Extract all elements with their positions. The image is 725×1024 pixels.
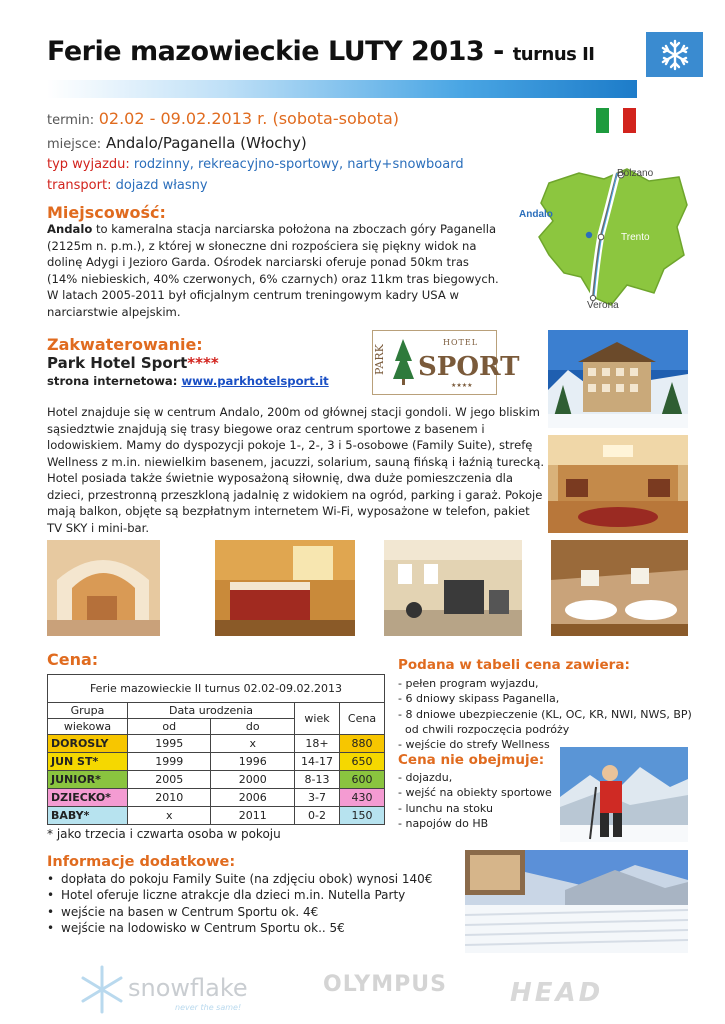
miejscowosc-heading: Miejscowość: bbox=[47, 203, 166, 222]
included-list bbox=[398, 676, 692, 752]
miejsce-value: Andalo/Paganella (Włochy) bbox=[105, 134, 307, 152]
table-row bbox=[48, 789, 385, 807]
typ-line bbox=[47, 157, 464, 172]
cena-heading: Cena: bbox=[47, 650, 99, 669]
col-wiek: wiek bbox=[295, 703, 340, 735]
cell-do: 2006 bbox=[211, 789, 295, 807]
table-row bbox=[48, 735, 385, 753]
cell-cena: 600 bbox=[340, 771, 385, 789]
snowflake-logo-icon bbox=[83, 967, 121, 1012]
excluded-heading: Cena nie obejmuje: bbox=[398, 752, 545, 768]
cell-od: x bbox=[128, 807, 211, 825]
map-label-verona: Verona bbox=[587, 300, 619, 311]
miejsce-label: miejsce: bbox=[47, 137, 102, 152]
cell-name: DZIECKO* bbox=[48, 789, 128, 807]
wellness-photo bbox=[47, 540, 160, 636]
cell-cena: 880 bbox=[340, 735, 385, 753]
list-item: - wejść na obiekty sportowe bbox=[398, 786, 552, 800]
cell-od: 1999 bbox=[128, 753, 211, 771]
list-item: od chwili rozpoczęcia podróży bbox=[398, 722, 570, 736]
snowflake-tagline: never the same! bbox=[175, 1003, 242, 1012]
col-od: od bbox=[128, 719, 211, 735]
head-logo: HEAD bbox=[510, 978, 604, 1008]
cell-cena: 650 bbox=[340, 753, 385, 771]
col-wiekowa: wiekowa bbox=[48, 719, 128, 735]
bedroom-photo bbox=[215, 540, 355, 636]
italy-flag bbox=[596, 108, 636, 133]
logo-hotel: HOTEL bbox=[443, 338, 479, 347]
cell-wiek: 0-2 bbox=[295, 807, 340, 825]
table-row bbox=[48, 807, 385, 825]
page-title bbox=[47, 36, 595, 67]
cell-do: 1996 bbox=[211, 753, 295, 771]
miejscowosc-text bbox=[47, 221, 502, 320]
list-item: - dojazdu, bbox=[398, 771, 453, 784]
logo-sport: SPORT bbox=[418, 352, 520, 382]
snowflake-wordmark: snowflake bbox=[128, 974, 248, 1002]
list-item: - lunchu na stoku bbox=[398, 801, 493, 815]
list-item: • dopłata do pokoju Family Suite (na zdjęciu obok) wynosi 140€ bbox=[47, 871, 432, 887]
table-header-row bbox=[48, 703, 385, 719]
skier-photo bbox=[560, 747, 688, 842]
excluded-list bbox=[398, 770, 552, 831]
col-do: do bbox=[211, 719, 295, 735]
cell-name: DOROSLY bbox=[48, 735, 128, 753]
list-item: • Hotel oferuje liczne atrakcje dla dzieci m.in. Nutella Party bbox=[47, 887, 432, 903]
included-heading: Podana w tabeli cena zawiera: bbox=[398, 657, 630, 673]
list-item: - pełen program wyjazdu, bbox=[398, 677, 539, 690]
hotel-description: Hotel znajduje się w centrum Andalo, 200m od głównej stacji gondoli. W jego bliskim sąsiedztwie znajdują się trasy biegowe oraz centrum sportowe z basenem i lodowiskiem. Mamy do dyspozycji pokoje 1-, 2-, 3 i 5-osobowe (Family Suite), strefę Wellness z m.in. niewielkim basenem, jacuzzi, solarium, sauną fińską i łaźnią turecką. Hotel posiada także świetnie wyposażoną siłownię, dwa duże pomieszczenia dla dzieci, przestronną przeszkloną jadalnię z widokiem na ogród, parking i garaż. Pokoje mają balkon, objęte są bezpłatnym internetem Wi-Fi, wyposażone w telefon, pakiet TV SKY i mini-bar. bbox=[47, 405, 545, 535]
cell-wiek: 8-13 bbox=[295, 771, 340, 789]
list-item: - 6 dniowy skipass Paganella, bbox=[398, 692, 560, 706]
hotel-name-text: Park Hotel Sport bbox=[47, 354, 188, 372]
cell-wiek: 3-7 bbox=[295, 789, 340, 807]
cell-name: JUN ST* bbox=[48, 753, 128, 771]
list-item: - napojów do HB bbox=[398, 816, 489, 830]
hotel-website-label: strona internetowa: bbox=[47, 374, 178, 388]
olympus-logo: OLYMPUS bbox=[323, 972, 447, 997]
cell-od: 2010 bbox=[128, 789, 211, 807]
snowflake-icon bbox=[658, 38, 692, 72]
gym-photo bbox=[384, 540, 522, 636]
flag-green-stripe bbox=[596, 108, 609, 133]
table-title: Ferie mazowieckie II turnus 02.02-09.02.2013 bbox=[48, 675, 385, 703]
title-main: Ferie mazowieckie LUTY 2013 - bbox=[47, 36, 504, 67]
flag-red-stripe bbox=[623, 108, 636, 133]
termin-line bbox=[47, 109, 399, 128]
additional-info-heading: Informacje dodatkowe: bbox=[47, 854, 236, 870]
snowflake-badge bbox=[646, 32, 703, 77]
table-title-row bbox=[48, 675, 385, 703]
map-label-trento: Trento bbox=[621, 232, 650, 243]
cell-do: 2011 bbox=[211, 807, 295, 825]
list-item: - 8 dniowe ubezpieczenie (KL, OC, KR, NWI, NWS, BP) bbox=[398, 707, 692, 721]
cell-od: 1995 bbox=[128, 735, 211, 753]
list-item: • wejście na lodowisko w Centrum Sportu ok.. 5€ bbox=[47, 920, 432, 936]
cell-cena: 430 bbox=[340, 789, 385, 807]
cell-od: 2005 bbox=[128, 771, 211, 789]
col-grupa: Grupa bbox=[48, 703, 128, 719]
transport-value: dojazd własny bbox=[115, 178, 208, 193]
hotel-logo bbox=[372, 330, 520, 395]
snowflake-logo bbox=[80, 962, 255, 1017]
termin-value: 02.02 - 09.02.2013 r. (sobota-sobota) bbox=[98, 109, 399, 128]
map-label-bolzano: Bolzano bbox=[617, 168, 654, 179]
cell-cena: 150 bbox=[340, 807, 385, 825]
list-item: • wejście na basen w Centrum Sportu ok. 4€ bbox=[47, 904, 432, 920]
cell-wiek: 14-17 bbox=[295, 753, 340, 771]
hotel-website-link[interactable]: www.parkhotelsport.it bbox=[181, 374, 329, 388]
hotel-stars: **** bbox=[187, 354, 219, 372]
hotel-lobby-photo bbox=[548, 435, 688, 533]
cell-wiek: 18+ bbox=[295, 735, 340, 753]
table-row bbox=[48, 771, 385, 789]
flag-white-stripe bbox=[609, 108, 622, 133]
price-table bbox=[47, 674, 385, 825]
hotel-name bbox=[47, 354, 219, 372]
miejscowosc-lead: Andalo bbox=[47, 222, 93, 236]
table-note: * jako trzecia i czwarta osoba w pokoju bbox=[47, 827, 281, 841]
cell-name: JUNIOR* bbox=[48, 771, 128, 789]
dining-room-photo bbox=[551, 540, 688, 636]
termin-label: termin: bbox=[47, 113, 95, 128]
transport-label: transport: bbox=[47, 178, 112, 193]
typ-label: typ wyjazdu: bbox=[47, 157, 130, 172]
hotel-website bbox=[47, 374, 329, 388]
col-cena: Cena bbox=[340, 703, 385, 735]
map-label-andalo: Andalo bbox=[519, 209, 553, 220]
miejsce-line bbox=[47, 134, 307, 152]
hotel-exterior-photo bbox=[548, 330, 688, 428]
cell-do: x bbox=[211, 735, 295, 753]
title-sub: turnus II bbox=[512, 44, 595, 65]
logo-park: PARK bbox=[373, 344, 386, 375]
region-map bbox=[509, 165, 694, 315]
cell-name: BABY* bbox=[48, 807, 128, 825]
typ-value: rodzinny, rekreacyjno-sportowy, narty+snowboard bbox=[133, 157, 464, 172]
miejscowosc-body: to kameralna stacja narciarska położona na zboczach góry Paganella (2125m n. p.m.), z której w słoneczne dni rozpościera się piękny widok na dolinę Adygi i Jezioro Garda. Ośrodek narciarski oferuje ponad 50km tras (14% niebieskich, 40% czerwonych, 6% czarnych) oraz 11km tras biegowych. W latach 2005-2011 był oficjalnym centrum treningowym kadry USA w narciarstwie alpejskim. bbox=[47, 222, 499, 319]
table-row bbox=[48, 753, 385, 771]
ski-slope-photo bbox=[465, 850, 688, 953]
additional-info-list bbox=[47, 871, 432, 936]
header-gradient-bar bbox=[47, 80, 637, 98]
cell-do: 2000 bbox=[211, 771, 295, 789]
logo-stars: ★★★★ bbox=[451, 382, 473, 389]
zakwaterowanie-heading: Zakwaterowanie: bbox=[47, 335, 203, 354]
col-data-urodzenia: Data urodzenia bbox=[128, 703, 295, 719]
transport-line bbox=[47, 178, 208, 193]
list-item: - wejście do strefy Wellness bbox=[398, 738, 550, 752]
